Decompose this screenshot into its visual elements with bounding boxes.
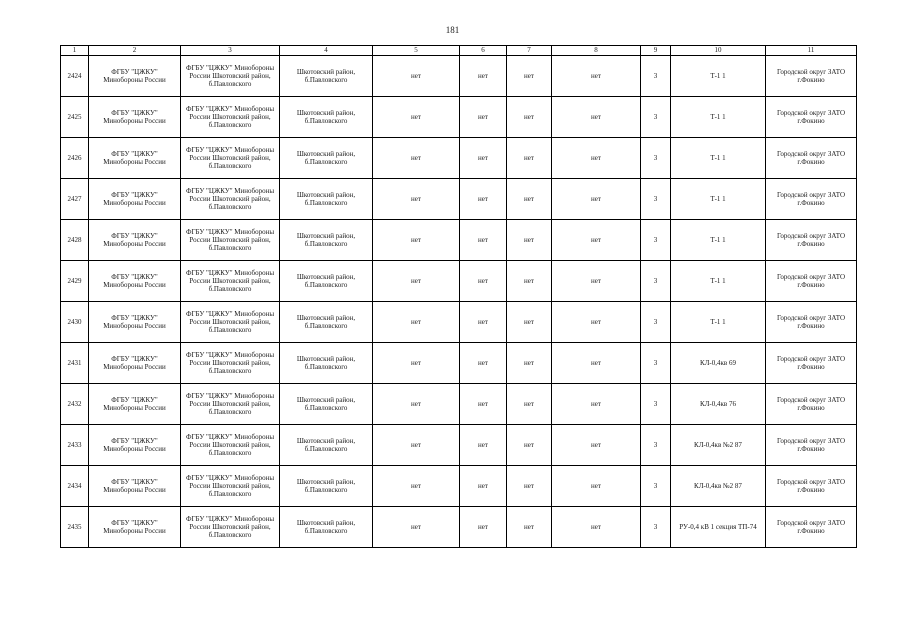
col5-cell: нет <box>373 261 460 302</box>
row-number: 2435 <box>61 507 89 548</box>
operator-address-cell: ФГБУ "ЦЖКУ" Минобороны России Шкотовский район, б.Павловского <box>181 56 280 97</box>
row-number: 2426 <box>61 138 89 179</box>
object-cell: КЛ-0,4кв 76 <box>671 384 766 425</box>
col9-cell: 3 <box>641 466 671 507</box>
col7-cell: нет <box>507 138 552 179</box>
column-header-1: 1 <box>61 46 89 56</box>
location-cell: Шкотовский район, б.Павловского <box>280 384 373 425</box>
municipality-cell: Городской округ ЗАТО г.Фокино <box>766 179 857 220</box>
row-number: 2431 <box>61 343 89 384</box>
object-cell: Т-1 1 <box>671 261 766 302</box>
col5-cell: нет <box>373 384 460 425</box>
registry-table <box>60 45 857 548</box>
owner-cell: ФГБУ "ЦЖКУ" Минобороны России <box>89 261 181 302</box>
operator-address-cell: ФГБУ "ЦЖКУ" Минобороны России Шкотовский район, б.Павловского <box>181 97 280 138</box>
table-row <box>61 343 857 384</box>
column-header-8: 8 <box>552 46 641 56</box>
municipality-cell: Городской округ ЗАТО г.Фокино <box>766 384 857 425</box>
col7-cell: нет <box>507 261 552 302</box>
table-row <box>61 466 857 507</box>
col7-cell: нет <box>507 343 552 384</box>
col6-cell: нет <box>460 56 507 97</box>
column-header-11: 11 <box>766 46 857 56</box>
row-number: 2434 <box>61 466 89 507</box>
col8-cell: нет <box>552 138 641 179</box>
object-cell: Т-1 1 <box>671 302 766 343</box>
col5-cell: нет <box>373 138 460 179</box>
col5-cell: нет <box>373 56 460 97</box>
col8-cell: нет <box>552 97 641 138</box>
col9-cell: 3 <box>641 138 671 179</box>
col7-cell: нет <box>507 302 552 343</box>
location-cell: Шкотовский район, б.Павловского <box>280 220 373 261</box>
owner-cell: ФГБУ "ЦЖКУ" Минобороны России <box>89 220 181 261</box>
table-row <box>61 507 857 548</box>
municipality-cell: Городской округ ЗАТО г.Фокино <box>766 97 857 138</box>
operator-address-cell: ФГБУ "ЦЖКУ" Минобороны России Шкотовский район, б.Павловского <box>181 384 280 425</box>
municipality-cell: Городской округ ЗАТО г.Фокино <box>766 466 857 507</box>
col9-cell: 3 <box>641 261 671 302</box>
table-row <box>61 220 857 261</box>
col6-cell: нет <box>460 302 507 343</box>
col8-cell: нет <box>552 507 641 548</box>
location-cell: Шкотовский район, б.Павловского <box>280 261 373 302</box>
col9-cell: 3 <box>641 507 671 548</box>
location-cell: Шкотовский район, б.Павловского <box>280 138 373 179</box>
owner-cell: ФГБУ "ЦЖКУ" Минобороны России <box>89 56 181 97</box>
object-cell: Т-1 1 <box>671 56 766 97</box>
col7-cell: нет <box>507 507 552 548</box>
row-number: 2424 <box>61 56 89 97</box>
object-cell: Т-1 1 <box>671 179 766 220</box>
row-number: 2429 <box>61 261 89 302</box>
col8-cell: нет <box>552 343 641 384</box>
col7-cell: нет <box>507 97 552 138</box>
col9-cell: 3 <box>641 384 671 425</box>
location-cell: Шкотовский район, б.Павловского <box>280 466 373 507</box>
col5-cell: нет <box>373 97 460 138</box>
row-number: 2425 <box>61 97 89 138</box>
col6-cell: нет <box>460 384 507 425</box>
col9-cell: 3 <box>641 220 671 261</box>
row-number: 2432 <box>61 384 89 425</box>
object-cell: Т-1 1 <box>671 97 766 138</box>
col8-cell: нет <box>552 179 641 220</box>
location-cell: Шкотовский район, б.Павловского <box>280 507 373 548</box>
col7-cell: нет <box>507 179 552 220</box>
object-cell: КЛ-0,4кв 69 <box>671 343 766 384</box>
col9-cell: 3 <box>641 302 671 343</box>
col6-cell: нет <box>460 97 507 138</box>
municipality-cell: Городской округ ЗАТО г.Фокино <box>766 302 857 343</box>
table-body <box>61 56 857 548</box>
col6-cell: нет <box>460 179 507 220</box>
column-header-5: 5 <box>373 46 460 56</box>
owner-cell: ФГБУ "ЦЖКУ" Минобороны России <box>89 343 181 384</box>
location-cell: Шкотовский район, б.Павловского <box>280 343 373 384</box>
municipality-cell: Городской округ ЗАТО г.Фокино <box>766 261 857 302</box>
column-header-4: 4 <box>280 46 373 56</box>
col6-cell: нет <box>460 343 507 384</box>
col5-cell: нет <box>373 507 460 548</box>
col6-cell: нет <box>460 425 507 466</box>
owner-cell: ФГБУ "ЦЖКУ" Минобороны России <box>89 425 181 466</box>
col8-cell: нет <box>552 220 641 261</box>
col8-cell: нет <box>552 425 641 466</box>
operator-address-cell: ФГБУ "ЦЖКУ" Минобороны России Шкотовский район, б.Павловского <box>181 425 280 466</box>
column-header-6: 6 <box>460 46 507 56</box>
column-header-3: 3 <box>181 46 280 56</box>
col8-cell: нет <box>552 56 641 97</box>
object-cell: РУ-0,4 кВ 1 секция ТП-74 <box>671 507 766 548</box>
col6-cell: нет <box>460 507 507 548</box>
row-number: 2427 <box>61 179 89 220</box>
col8-cell: нет <box>552 261 641 302</box>
owner-cell: ФГБУ "ЦЖКУ" Минобороны России <box>89 138 181 179</box>
row-number: 2428 <box>61 220 89 261</box>
operator-address-cell: ФГБУ "ЦЖКУ" Минобороны России Шкотовский район, б.Павловского <box>181 138 280 179</box>
table-header <box>61 46 857 56</box>
col9-cell: 3 <box>641 56 671 97</box>
col5-cell: нет <box>373 302 460 343</box>
object-cell: КЛ-0,4кв №2 87 <box>671 425 766 466</box>
col7-cell: нет <box>507 384 552 425</box>
column-header-7: 7 <box>507 46 552 56</box>
table-row <box>61 138 857 179</box>
column-header-9: 9 <box>641 46 671 56</box>
table-row <box>61 261 857 302</box>
location-cell: Шкотовский район, б.Павловского <box>280 97 373 138</box>
col9-cell: 3 <box>641 97 671 138</box>
object-cell: Т-1 1 <box>671 138 766 179</box>
table-row <box>61 179 857 220</box>
row-number: 2433 <box>61 425 89 466</box>
col8-cell: нет <box>552 466 641 507</box>
column-header-10: 10 <box>671 46 766 56</box>
operator-address-cell: ФГБУ "ЦЖКУ" Минобороны России Шкотовский район, б.Павловского <box>181 261 280 302</box>
col5-cell: нет <box>373 220 460 261</box>
municipality-cell: Городской округ ЗАТО г.Фокино <box>766 56 857 97</box>
owner-cell: ФГБУ "ЦЖКУ" Минобороны России <box>89 179 181 220</box>
municipality-cell: Городской округ ЗАТО г.Фокино <box>766 507 857 548</box>
location-cell: Шкотовский район, б.Павловского <box>280 179 373 220</box>
table-row <box>61 56 857 97</box>
col7-cell: нет <box>507 466 552 507</box>
row-number: 2430 <box>61 302 89 343</box>
col6-cell: нет <box>460 466 507 507</box>
col7-cell: нет <box>507 425 552 466</box>
object-cell: КЛ-0,4кв №2 87 <box>671 466 766 507</box>
owner-cell: ФГБУ "ЦЖКУ" Минобороны России <box>89 384 181 425</box>
owner-cell: ФГБУ "ЦЖКУ" Минобороны России <box>89 302 181 343</box>
col6-cell: нет <box>460 220 507 261</box>
location-cell: Шкотовский район, б.Павловского <box>280 56 373 97</box>
col8-cell: нет <box>552 302 641 343</box>
col9-cell: 3 <box>641 343 671 384</box>
operator-address-cell: ФГБУ "ЦЖКУ" Минобороны России Шкотовский район, б.Павловского <box>181 302 280 343</box>
table-row <box>61 425 857 466</box>
col7-cell: нет <box>507 56 552 97</box>
col5-cell: нет <box>373 466 460 507</box>
municipality-cell: Городской округ ЗАТО г.Фокино <box>766 343 857 384</box>
col5-cell: нет <box>373 425 460 466</box>
col8-cell: нет <box>552 384 641 425</box>
object-cell: Т-1 1 <box>671 220 766 261</box>
col6-cell: нет <box>460 138 507 179</box>
col5-cell: нет <box>373 179 460 220</box>
table-row <box>61 302 857 343</box>
operator-address-cell: ФГБУ "ЦЖКУ" Минобороны России Шкотовский район, б.Павловского <box>181 507 280 548</box>
col5-cell: нет <box>373 343 460 384</box>
operator-address-cell: ФГБУ "ЦЖКУ" Минобороны России Шкотовский район, б.Павловского <box>181 220 280 261</box>
municipality-cell: Городской округ ЗАТО г.Фокино <box>766 220 857 261</box>
municipality-cell: Городской округ ЗАТО г.Фокино <box>766 425 857 466</box>
col9-cell: 3 <box>641 425 671 466</box>
page-number: 181 <box>445 25 460 35</box>
owner-cell: ФГБУ "ЦЖКУ" Минобороны России <box>89 466 181 507</box>
municipality-cell: Городской округ ЗАТО г.Фокино <box>766 138 857 179</box>
col6-cell: нет <box>460 261 507 302</box>
table-row <box>61 384 857 425</box>
operator-address-cell: ФГБУ "ЦЖКУ" Минобороны России Шкотовский район, б.Павловского <box>181 343 280 384</box>
owner-cell: ФГБУ "ЦЖКУ" Минобороны России <box>89 507 181 548</box>
location-cell: Шкотовский район, б.Павловского <box>280 425 373 466</box>
operator-address-cell: ФГБУ "ЦЖКУ" Минобороны России Шкотовский район, б.Павловского <box>181 466 280 507</box>
location-cell: Шкотовский район, б.Павловского <box>280 302 373 343</box>
owner-cell: ФГБУ "ЦЖКУ" Минобороны России <box>89 97 181 138</box>
column-header-2: 2 <box>89 46 181 56</box>
col9-cell: 3 <box>641 179 671 220</box>
col7-cell: нет <box>507 220 552 261</box>
header-row <box>61 46 857 56</box>
table-row <box>61 97 857 138</box>
operator-address-cell: ФГБУ "ЦЖКУ" Минобороны России Шкотовский район, б.Павловского <box>181 179 280 220</box>
